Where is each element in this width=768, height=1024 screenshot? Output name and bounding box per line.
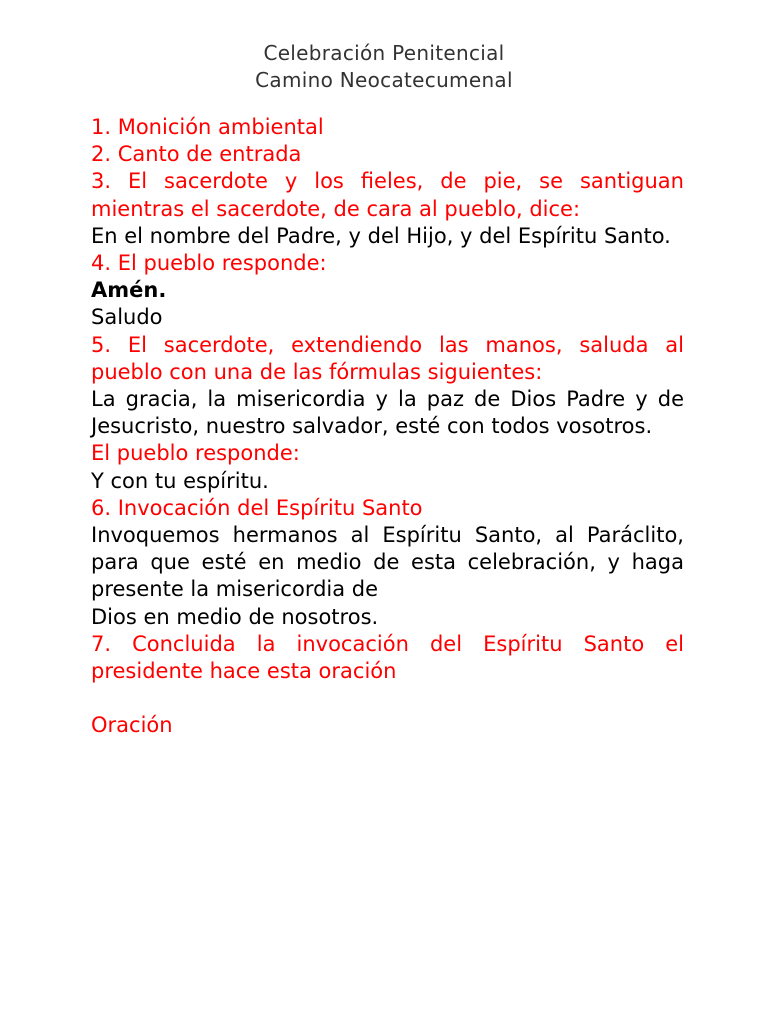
text-dios-en-medio: Dios en medio de nosotros. — [91, 604, 379, 629]
rubric-pueblo-responde: 4. El pueblo responde: — [91, 251, 327, 276]
rubric-invocacion: 6. Invocación del Espíritu Santo — [91, 495, 423, 520]
document-title: Celebración Penitencial — [263, 41, 505, 65]
response-con-tu-espiritu: Y con tu espíritu. — [91, 468, 269, 493]
rubric-canto-de-entrada: 2. Canto de entrada — [91, 142, 302, 167]
section-oracion: Oración — [91, 713, 173, 738]
rubric-concluida-invocacion: 7. Concluida la invocación del Espíritu Santo el presidente hace esta oración — [91, 631, 684, 684]
document-subtitle: Camino Neocatecumenal — [255, 68, 513, 92]
rubric-sacerdote-saluda: 5. El sacerdote, extendiendo las manos, saluda al pueblo con una de las fórmulas siguientes: — [91, 332, 684, 384]
response-amen: Amén. — [91, 278, 167, 303]
rubric-pueblo-responde-2: El pueblo responde: — [91, 441, 300, 466]
document-header — [0, 40, 768, 94]
section-saludo: Saludo — [91, 305, 163, 330]
text-la-gracia: La gracia, la misericordia y la paz de Dios Padre y de Jesucristo, nuestro salvador, esté con todos vosotros. — [91, 387, 684, 439]
rubric-monicion-ambiental: 1. Monición ambiental — [91, 115, 324, 139]
document-body — [91, 114, 684, 740]
blank-line — [91, 685, 684, 712]
text-invoquemos: Invoquemos hermanos al Espíritu Santo, al Paráclito, para que esté en medio de esta celebración, y haga presente la misericordia de — [91, 523, 684, 602]
text-en-el-nombre: En el nombre del Padre, y del Hijo, y del Espíritu Santo. — [91, 223, 671, 248]
rubric-santiguan: 3. El sacerdote y los fieles, de pie, se santiguan mientras el sacerdote, de cara al pueblo, dice: — [91, 169, 684, 221]
